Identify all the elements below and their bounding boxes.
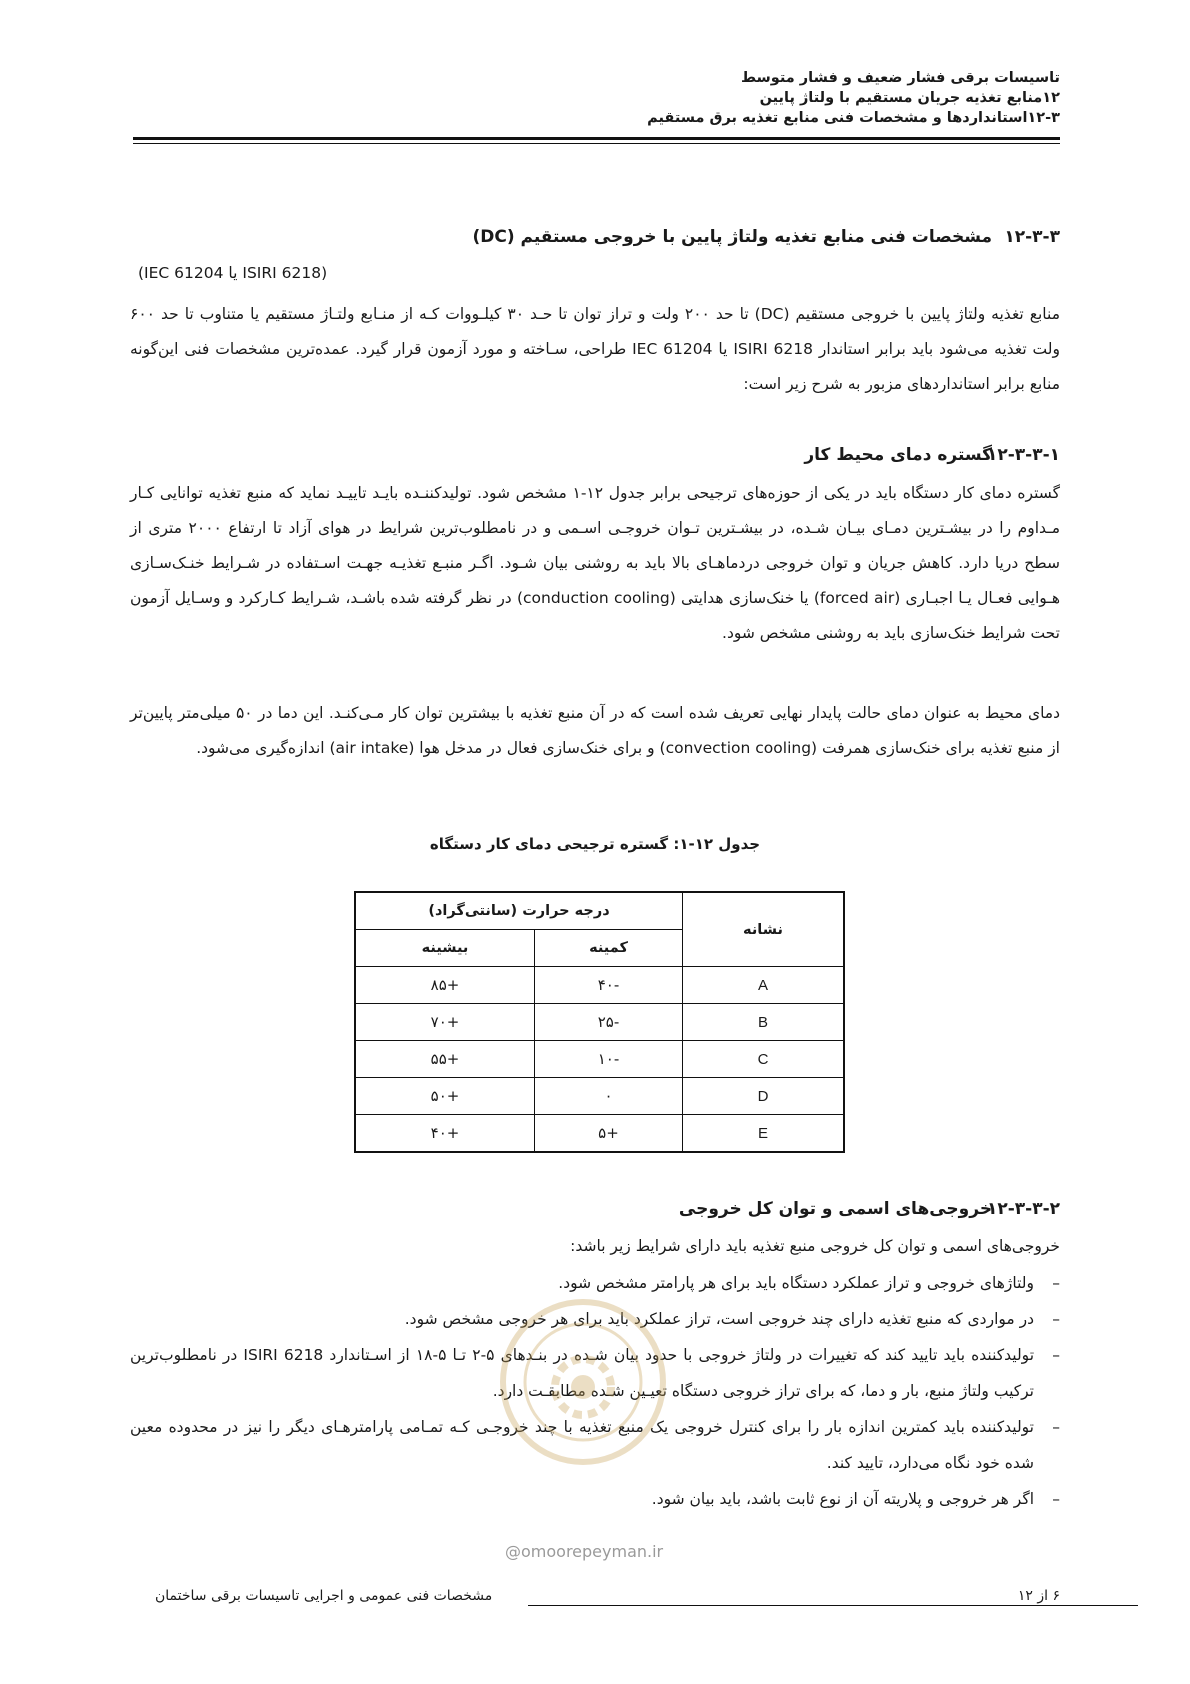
table-cell-max: +۵۰	[355, 1078, 534, 1115]
table-cell-max: +۵۵	[355, 1041, 534, 1078]
table-cell-min: ۰	[534, 1078, 682, 1115]
header-line-3: ۱۲-۳استانداردها و مشخصات فنی منابع تغذیه برق مستقیم	[647, 110, 1060, 126]
table-cell-max: +۸۵	[355, 967, 534, 1004]
bullet-dash-icon: –	[1052, 1310, 1060, 1328]
running-header	[647, 68, 1060, 128]
bullet-dash-icon: –	[1052, 1274, 1060, 1292]
footer-title: مشخصات فنی عمومی و اجرایی تاسیسات برقی ساختمان	[155, 1588, 493, 1604]
table-row	[355, 967, 844, 1004]
table-header-temperature: درجه حرارت (سانتی‌گراد)	[355, 892, 683, 930]
subsection-2-heading	[130, 1196, 1060, 1222]
table-cell-code: C	[683, 1041, 845, 1078]
table-header-code: نشانه	[683, 892, 845, 967]
table-header-max: بیشینه	[355, 930, 534, 967]
list-item: – در مواردی که منبع تغذیه دارای چند خروجی است، تراز عملکرد باید برای هر خروجی مشخص شود.	[130, 1301, 1060, 1337]
subsection-2-intro: خروجی‌های اسمی و توان کل خروجی منبع تغذیه باید دارای شرایط زیر باشد:	[570, 1237, 1060, 1255]
bullet-dash-icon: –	[1052, 1490, 1060, 1508]
subsection-1-title: گستره دمای محیط کار	[804, 445, 993, 465]
table-cell-max: +۴۰	[355, 1115, 534, 1153]
table-row	[355, 1115, 844, 1153]
subsection-1-heading	[130, 442, 1060, 468]
header-line-1: تاسیسات برقی فشار ضعیف و فشار متوسط	[740, 70, 1060, 86]
header-line-2: ۱۲منابع تغذیه جریان مستقیم با ولتاژ پایین	[759, 90, 1060, 106]
section-number: ۱۲-۳-۳	[1004, 227, 1060, 247]
table-row	[355, 1004, 844, 1041]
watermark-seal-icon	[488, 1287, 678, 1477]
standards-reference: (IEC 61204 یا ISIRI 6218)	[138, 264, 328, 282]
table-cell-min: -۲۵	[534, 1004, 682, 1041]
header-rule-thick	[133, 137, 1060, 140]
header-rule-thin	[133, 143, 1060, 144]
subsection-2-title: خروجی‌های اسمی و توان کل خروجی	[678, 1199, 993, 1219]
table-cell-code: B	[683, 1004, 845, 1041]
table-cell-min: -۱۰	[534, 1041, 682, 1078]
table-cell-min: -۴۰	[534, 967, 682, 1004]
table-cell-max: +۷۰	[355, 1004, 534, 1041]
table-row	[355, 1041, 844, 1078]
table-caption: جدول ۱۲-۱: گستره ترجیحی دمای کار دستگاه	[429, 835, 761, 853]
bullet-dash-icon: –	[1052, 1346, 1060, 1364]
temperature-range-table	[354, 891, 845, 1153]
table-cell-code: D	[683, 1078, 845, 1115]
page-number: ۶ از ۱۲	[1017, 1588, 1060, 1604]
subsection-1-paragraph-2: دمای محیط به عنوان دمای حالت پایدار نهایی تعریف شده است که در آن منبع تغذیه با بیشترین توان کار مـی‌کنـد. این دما در ۵۰ میلی‌متر پایین‌تر از منبع تغذیه برای خنک‌سازی همرفت (convection cooling) و برای خنک‌سازی فعال در مدخل هوا (air intake) اندازه‌گیری می‌شود.	[130, 704, 1060, 757]
bullet-dash-icon: –	[1052, 1418, 1060, 1436]
subsection-2-number: ۱۲-۳-۳-۲	[986, 1199, 1060, 1219]
table-cell-code: E	[683, 1115, 845, 1153]
subsection-1-paragraph-1: گستره دمای کار دستگاه باید در یکی از حوزه‌های ترجیحی برابر جدول ۱۲-۱ مشخص شود. تولیدکننـده بایـد تاییـد نماید که منبع تغذیه توانایی کـار مـداوم را در بیشـترین دمـای بیـان شـده، در بیشـترین تـوان خروجـی اسـمی و در نامطلوب‌ترین شرایط در هوای آزاد تا ارتفاع ۲۰۰۰ متری از سطح دریا دارد. کاهش جریان و توان خروجی دردماهـای بالا باید به روشنی بیان شـود. اگـر منبـع تغذیـه جهـت اسـتفاده در شـرایط خنـک‌سـازی هـوایی فعـال یـا اجبـاری (forced air) یا خنک‌سازی هدایتی (conduction cooling) در نظر گرفته شده باشـد، شـرایط کـارکرد و وسـایل آزمون تحت شرایط خنک‌سازی باید به روشنی مشخص شود.	[130, 484, 1060, 642]
list-item: – ولتاژهای خروجی و تراز عملکرد دستگاه باید برای هر پارامتر مشخص شود.	[130, 1265, 1060, 1301]
list-item: – تولیدکننده باید کمترین اندازه بار را برای کنترل خروجی یک منبع تغذیه با چند خروجـی کـه تمـامی پارامترهـای دیگر را نیز در محدوده معین شده خود نگاه می‌دارد، تایید کند.	[130, 1409, 1060, 1481]
section-heading	[130, 224, 1060, 250]
watermark-url: @omoorepeyman.ir	[505, 1542, 664, 1561]
list-item: – تولیدکننده باید تایید کند که تغییرات در ولتاژ خروجی با حدود بیان شـده در بنـدهای ۵-۲ تـا ۵-۱۸ از اسـتاندارد ISIRI 6218 در نامطلوب‌ترین ترکیب ولتاژ منبع، بار و دما، که برای تراز خروجی دستگاه تعیـین شـده مطابقـت دارد.	[130, 1337, 1060, 1409]
list-item: – اگر هر خروجی و پلاریته آن از نوع ثابت باشد، باید بیان شود.	[130, 1481, 1060, 1517]
table-cell-min: +۵	[534, 1115, 682, 1153]
footer-rule	[528, 1605, 1138, 1606]
subsection-1-number: ۱۲-۳-۳-۱	[986, 445, 1060, 465]
table-cell-code: A	[683, 967, 845, 1004]
section-intro-paragraph: منابع تغذیه ولتاژ پایین با خروجی مستقیم (DC) تا حد ۲۰۰ ولت و تراز توان تا حـد ۳۰ کیلـووات کـه از منـابع ولتـاژ مستقیم یا متناوب تا حد ۶۰۰ ولت تغذیه می‌شود باید برابر استاندار ISIRI 6218 یا IEC 61204 طراحی، سـاخته و مورد آزمون قرار گیرد. عمده‌ترین مشخصات فنی این‌گونه منابع برابر استانداردهای مزبور به شرح زیر است:	[130, 305, 1060, 393]
section-title: مشخصات فنی منابع تغذیه ولتاژ پایین با خروجی مستقیم (DC)	[472, 227, 993, 247]
table-header-min: کمینه	[534, 930, 682, 967]
table-row	[355, 1078, 844, 1115]
